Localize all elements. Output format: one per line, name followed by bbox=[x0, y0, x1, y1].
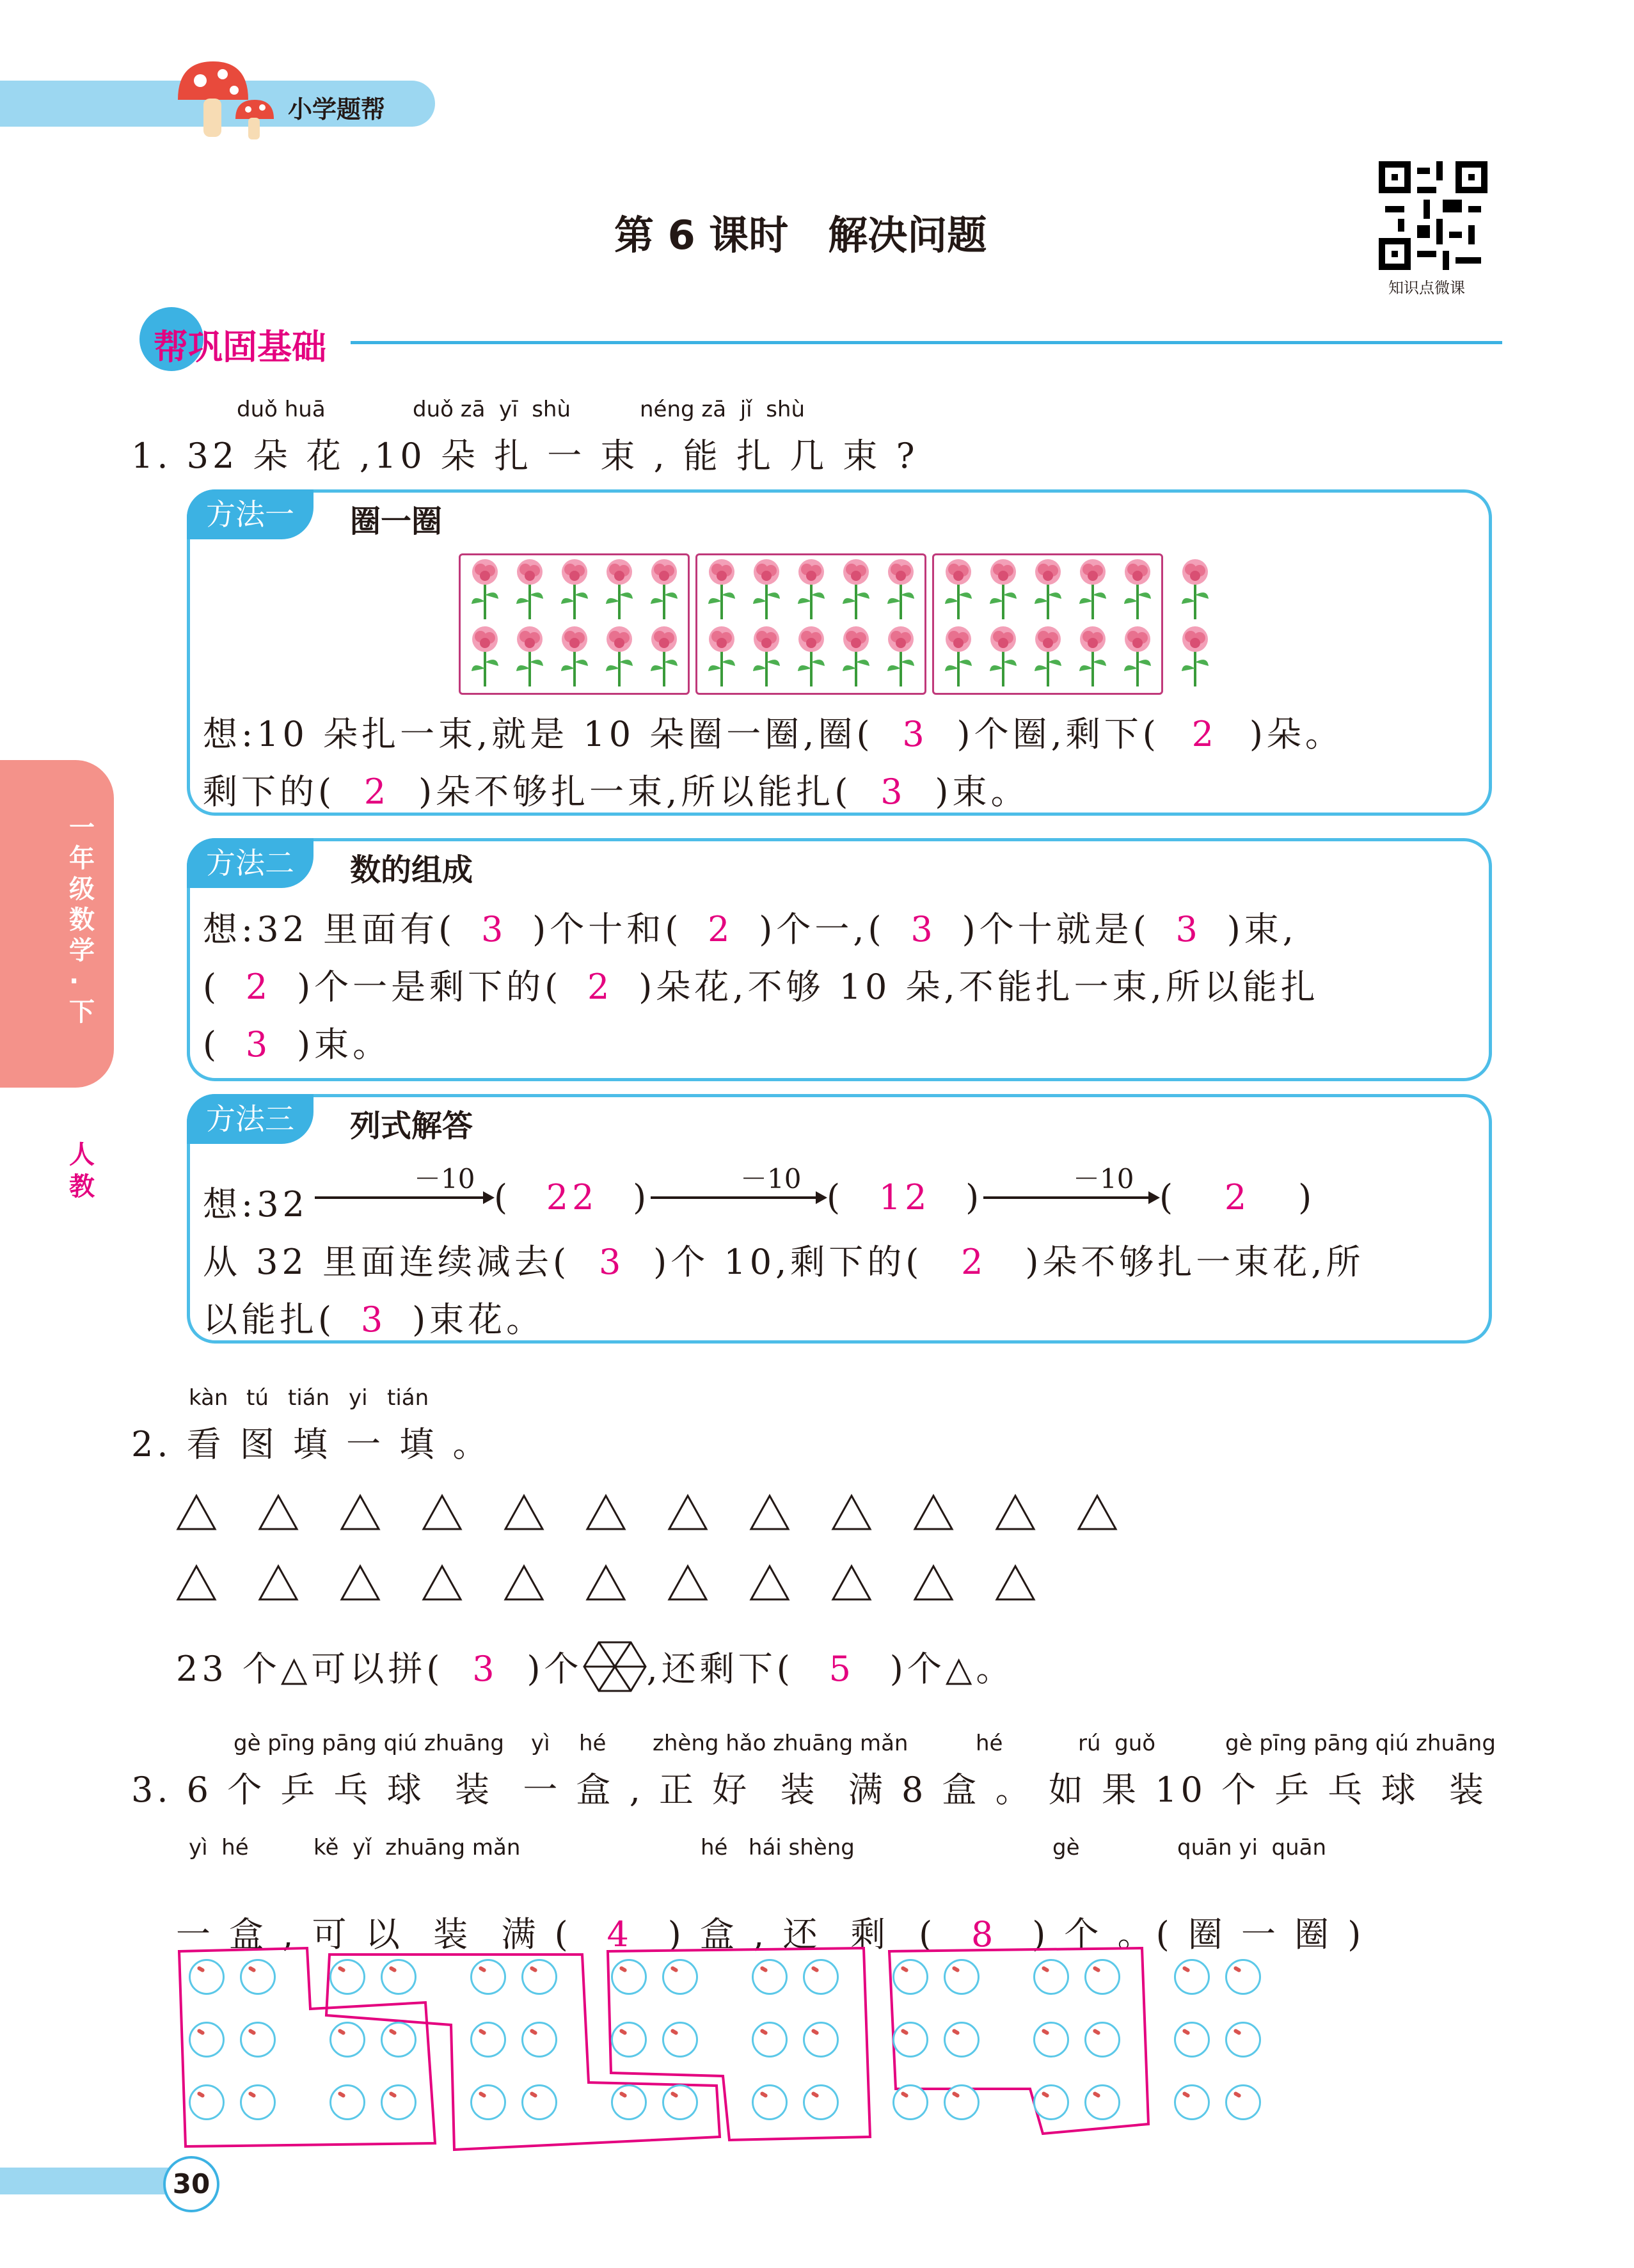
triangle-icon bbox=[340, 1494, 381, 1531]
triangle-icon bbox=[504, 1564, 544, 1601]
side-tab-edition: 人教 bbox=[69, 1140, 95, 1201]
ping-pong-ball-icon bbox=[521, 1959, 557, 1995]
q3-pinyin-2b: kě yǐ zhuāng mǎn bbox=[313, 1835, 521, 1860]
answer-blank[interactable]: 3 bbox=[902, 714, 928, 754]
method-3-tab: 方法三 bbox=[187, 1094, 313, 1144]
flower-icon bbox=[644, 557, 684, 621]
ping-pong-ball-icon bbox=[1033, 2084, 1069, 2120]
ping-pong-ball-icon bbox=[381, 2022, 416, 2058]
method-3-step-1: ( 22 ) bbox=[494, 1177, 651, 1217]
flower-icon bbox=[836, 557, 876, 621]
ping-pong-ball-icon bbox=[521, 2084, 557, 2120]
q3-pinyin-2d: gè bbox=[1052, 1835, 1080, 1860]
flower-icon bbox=[555, 557, 594, 621]
flower-icon bbox=[1118, 624, 1157, 688]
ping-pong-ball-icon bbox=[1084, 2022, 1120, 2058]
flower-icon bbox=[465, 624, 505, 688]
flower-icon bbox=[1028, 557, 1068, 621]
triangle-icon bbox=[913, 1494, 954, 1531]
method-1-box bbox=[187, 489, 1492, 816]
ping-pong-ball-icon bbox=[189, 2084, 225, 2120]
ping-pong-ball-icon bbox=[240, 2022, 276, 2058]
flower-icon bbox=[555, 624, 594, 688]
q3-pinyin-2e: quān yi quān bbox=[1177, 1835, 1327, 1860]
flower-icon bbox=[702, 624, 742, 688]
mushroom-logo-icon bbox=[165, 55, 287, 145]
ping-pong-ball-icon bbox=[752, 2084, 788, 2120]
qr-code[interactable] bbox=[1379, 161, 1487, 270]
ping-pong-ball-icon bbox=[1084, 2084, 1120, 2120]
flower-icon bbox=[510, 624, 550, 688]
answer-blank[interactable]: 2 bbox=[587, 967, 614, 1007]
flower-icon bbox=[1175, 557, 1215, 621]
flower-icon bbox=[881, 624, 921, 688]
ping-pong-ball-icon bbox=[1174, 1959, 1210, 1995]
q3-line-1: 3. 6 个 乒 乓 球 装 一 盒 , 正 好 装 满 8 盒 。 如 果 10 个 乒 乓 球 装 bbox=[131, 1770, 1487, 1810]
q3-pinyin-1e: hé bbox=[976, 1731, 1003, 1756]
flower-icon bbox=[791, 624, 831, 688]
q2-pinyin-3: tián bbox=[288, 1385, 330, 1411]
ping-pong-ball-icon bbox=[752, 2022, 788, 2058]
triangle-icon bbox=[831, 1494, 872, 1531]
ping-pong-ball-icon bbox=[803, 2084, 839, 2120]
flower-icon bbox=[881, 557, 921, 621]
q1-pinyin-2: duǒ zā yī shù bbox=[413, 397, 571, 422]
triangle-icon bbox=[831, 1564, 872, 1601]
ping-pong-ball-icon bbox=[1225, 1959, 1261, 1995]
page-title: 第 6 课时 解决问题 bbox=[614, 212, 987, 258]
flower-icon bbox=[644, 624, 684, 688]
method-1-line-1: 想:10 朵扎一束,就是 10 朵圈一圈,圈( 3 )个圈,剩下( 2 )朵。 bbox=[203, 714, 1344, 754]
answer-blank[interactable]: 3 bbox=[360, 1299, 387, 1340]
q3-pinyin-1g: gè pīng pāng qiú zhuāng bbox=[1225, 1731, 1496, 1756]
ping-pong-ball-icon bbox=[662, 2022, 698, 2058]
flower-icon bbox=[747, 624, 786, 688]
flower-icon bbox=[599, 557, 639, 621]
triangle-icon bbox=[422, 1564, 463, 1601]
q3-pinyin-1d: zhèng hǎo zhuāng mǎn bbox=[653, 1731, 908, 1756]
triangle-icon bbox=[995, 1564, 1036, 1601]
answer-blank[interactable]: 3 bbox=[880, 772, 907, 812]
flower-icon bbox=[1175, 624, 1215, 688]
ping-pong-ball-icon bbox=[381, 1959, 416, 1995]
q3-pinyin-1f: rú guǒ bbox=[1078, 1731, 1156, 1756]
triangle-icon bbox=[749, 1564, 790, 1601]
answer-blank[interactable]: 3 bbox=[472, 1649, 498, 1689]
hexagon-icon bbox=[583, 1641, 647, 1692]
q2-pinyin-5: tián bbox=[387, 1385, 429, 1411]
method-3-step-3: ( 2 ) bbox=[1159, 1177, 1316, 1217]
arrow-3-head bbox=[1148, 1191, 1160, 1204]
answer-blank[interactable]: 3 bbox=[910, 909, 937, 949]
arrow-1 bbox=[315, 1196, 488, 1199]
triangle-icon bbox=[258, 1564, 299, 1601]
flower-icon bbox=[599, 624, 639, 688]
answer-blank[interactable]: 2 bbox=[363, 772, 390, 812]
flower-icon bbox=[983, 624, 1023, 688]
answer-blank[interactable]: 2 bbox=[1191, 714, 1218, 754]
method-3-think: 想:32 bbox=[203, 1184, 308, 1225]
q3-line-2: 一 盒 , 可 以 装 满 ( 4 ) 盒 , 还 剩 ( 8 ) 个 。( 圈 一 圈 ) bbox=[176, 1914, 1365, 1955]
triangle-icon bbox=[176, 1564, 217, 1601]
q1-pinyin-1: duǒ huā bbox=[237, 397, 326, 422]
ping-pong-ball-icon bbox=[803, 2022, 839, 2058]
triangle-icon bbox=[258, 1494, 299, 1531]
triangle-icon bbox=[504, 1494, 544, 1531]
q3-pinyin-1a: gè pīng pāng qiú zhuāng bbox=[234, 1731, 504, 1756]
ping-pong-ball-icon bbox=[944, 1959, 980, 1995]
answer-blank[interactable]: 22 bbox=[546, 1177, 598, 1217]
ping-pong-ball-icon bbox=[892, 2022, 928, 2058]
triangle-icon bbox=[667, 1494, 708, 1531]
method-2-line-3: ( 3 )束。 bbox=[203, 1024, 392, 1065]
q3-pinyin-1b: yì bbox=[531, 1731, 550, 1756]
triangle-icon bbox=[749, 1494, 790, 1531]
q1-question: 1. 32 朵 花 ,10 朵 扎 一 束 , 能 扎 几 束 ? bbox=[131, 436, 919, 476]
ping-pong-ball-icon bbox=[240, 2084, 276, 2120]
ping-pong-ball-icon bbox=[1225, 2022, 1261, 2058]
ping-pong-ball-icon bbox=[329, 2022, 365, 2058]
arrow-3 bbox=[983, 1196, 1153, 1199]
flower-icon bbox=[983, 557, 1023, 621]
q3-pinyin-2c: hé hái shèng bbox=[701, 1835, 855, 1860]
ping-pong-ball-icon bbox=[662, 1959, 698, 1995]
answer-blank[interactable]: 3 bbox=[598, 1242, 625, 1282]
ping-pong-ball-icon bbox=[470, 2022, 506, 2058]
answer-blank[interactable]: 3 bbox=[480, 909, 507, 949]
flower-icon bbox=[465, 557, 505, 621]
answer-blank[interactable]: 8 bbox=[971, 1914, 997, 1955]
ping-pong-ball-icon bbox=[329, 1959, 365, 1995]
method-3-line-3: 以能扎( 3 )束花。 bbox=[203, 1299, 545, 1340]
arrow-2-head bbox=[816, 1191, 827, 1204]
ping-pong-ball-icon bbox=[611, 2084, 647, 2120]
flower-icon bbox=[1028, 624, 1068, 688]
triangle-icon bbox=[995, 1494, 1036, 1531]
flower-icon bbox=[1073, 624, 1113, 688]
triangle-icon bbox=[340, 1564, 381, 1601]
ping-pong-ball-icon bbox=[1174, 2022, 1210, 2058]
method-3-box bbox=[187, 1094, 1492, 1344]
answer-blank[interactable]: 3 bbox=[1175, 909, 1202, 949]
triangle-icon bbox=[176, 1494, 217, 1531]
ping-pong-ball-icon bbox=[189, 2022, 225, 2058]
ping-pong-ball-icon bbox=[1225, 2084, 1261, 2120]
flower-icon bbox=[939, 557, 978, 621]
section-divider bbox=[351, 341, 1502, 344]
triangle-icon bbox=[585, 1564, 626, 1601]
ping-pong-ball-icon bbox=[470, 2084, 506, 2120]
side-tab-grade: 一年级数学·下 bbox=[69, 813, 95, 1027]
answer-blank[interactable]: 2 bbox=[961, 1242, 987, 1282]
ping-pong-ball-icon bbox=[329, 2084, 365, 2120]
ping-pong-ball-icon bbox=[240, 1959, 276, 1995]
flower-icon bbox=[1073, 557, 1113, 621]
brand-name: 小学题帮 bbox=[288, 95, 386, 123]
flower-icon bbox=[791, 557, 831, 621]
flower-icon bbox=[1118, 557, 1157, 621]
method-1-title: 圈一圈 bbox=[350, 504, 443, 539]
ping-pong-ball-icon bbox=[803, 1959, 839, 1995]
answer-blank[interactable]: 12 bbox=[878, 1177, 931, 1217]
ping-pong-ball-icon bbox=[892, 2084, 928, 2120]
ping-pong-ball-icon bbox=[611, 1959, 647, 1995]
ping-pong-ball-icon bbox=[1174, 2084, 1210, 2120]
ping-pong-ball-icon bbox=[1033, 1959, 1069, 1995]
ping-pong-ball-icon bbox=[611, 2022, 647, 2058]
flower-icon bbox=[702, 557, 742, 621]
arrow-1-label: －10 bbox=[414, 1163, 475, 1194]
ping-pong-ball-icon bbox=[470, 1959, 506, 1995]
triangle-icon bbox=[913, 1564, 954, 1601]
flower-icon bbox=[939, 624, 978, 688]
q2-pinyin-4: yi bbox=[349, 1385, 368, 1411]
section-label: 帮巩固基础 bbox=[154, 327, 326, 367]
arrow-1-head bbox=[483, 1191, 495, 1204]
footer-bar bbox=[0, 2168, 186, 2194]
q2-pinyin-1: kàn bbox=[189, 1385, 228, 1411]
flower-icon bbox=[747, 557, 786, 621]
q3-pinyin-1c: hé bbox=[579, 1731, 607, 1756]
method-1-tab: 方法一 bbox=[187, 489, 313, 539]
page-number: 30 bbox=[163, 2156, 219, 2212]
method-3-line-2: 从 32 里面连续减去( 3 )个 10,剩下的( 2 )朵不够扎一束花,所 bbox=[203, 1242, 1365, 1282]
answer-blank[interactable]: 3 bbox=[245, 1024, 272, 1065]
ping-pong-ball-icon bbox=[189, 1959, 225, 1995]
answer-blank[interactable]: 2 bbox=[708, 909, 734, 949]
method-2-line-2: ( 2 )个一是剩下的( 2 )朵花,不够 10 朵,不能扎一束,所以能扎 bbox=[203, 967, 1319, 1007]
ping-pong-ball-icon bbox=[944, 2084, 980, 2120]
q2-pinyin-2: tú bbox=[246, 1385, 269, 1411]
ping-pong-ball-icon bbox=[381, 2084, 416, 2120]
arrow-2 bbox=[651, 1196, 820, 1199]
answer-blank[interactable]: 5 bbox=[829, 1649, 855, 1689]
ping-pong-ball-icon bbox=[892, 1959, 928, 1995]
triangle-icon bbox=[585, 1494, 626, 1531]
method-2-tab: 方法二 bbox=[187, 838, 313, 888]
q1-pinyin-3: néng zā jǐ shù bbox=[640, 397, 805, 422]
method-1-line-2: 剩下的( 2 )朵不够扎一束,所以能扎( 3 )束。 bbox=[203, 772, 1029, 812]
flower-icon bbox=[510, 557, 550, 621]
triangle-icon bbox=[422, 1494, 463, 1531]
method-3-step-2: ( 12 ) bbox=[827, 1177, 983, 1217]
q3-pinyin-2a: yì hé bbox=[189, 1835, 249, 1860]
q2-answer-line: 23 个△可以拼( 3 )个 ,还剩下( 5 )个△。 bbox=[176, 1641, 1014, 1692]
ping-pong-ball-icon bbox=[1033, 2022, 1069, 2058]
answer-blank[interactable]: 2 bbox=[245, 967, 272, 1007]
arrow-2-label: －10 bbox=[740, 1163, 802, 1194]
method-2-box bbox=[187, 838, 1492, 1081]
method-3-title: 列式解答 bbox=[350, 1108, 473, 1144]
flower-icon bbox=[836, 624, 876, 688]
triangle-icon bbox=[667, 1564, 708, 1601]
qr-caption: 知识点微课 bbox=[1388, 279, 1465, 297]
ping-pong-ball-icon bbox=[944, 2022, 980, 2058]
method-2-title: 数的组成 bbox=[350, 852, 473, 888]
ping-pong-ball-icon bbox=[1084, 1959, 1120, 1995]
ping-pong-ball-icon bbox=[521, 2022, 557, 2058]
q2-question: 2. 看 图 填 一 填 。 bbox=[131, 1424, 491, 1464]
method-2-line-1: 想:32 里面有( 3 )个十和( 2 )个一,( 3 )个十就是( 3 )束, bbox=[203, 909, 1297, 949]
triangle-icon bbox=[1077, 1494, 1118, 1531]
arrow-3-label: －10 bbox=[1073, 1163, 1134, 1194]
ping-pong-ball-icon bbox=[752, 1959, 788, 1995]
ping-pong-ball-icon bbox=[662, 2084, 698, 2120]
answer-blank[interactable]: 4 bbox=[607, 1914, 633, 1955]
answer-blank[interactable]: 2 bbox=[1224, 1177, 1251, 1217]
